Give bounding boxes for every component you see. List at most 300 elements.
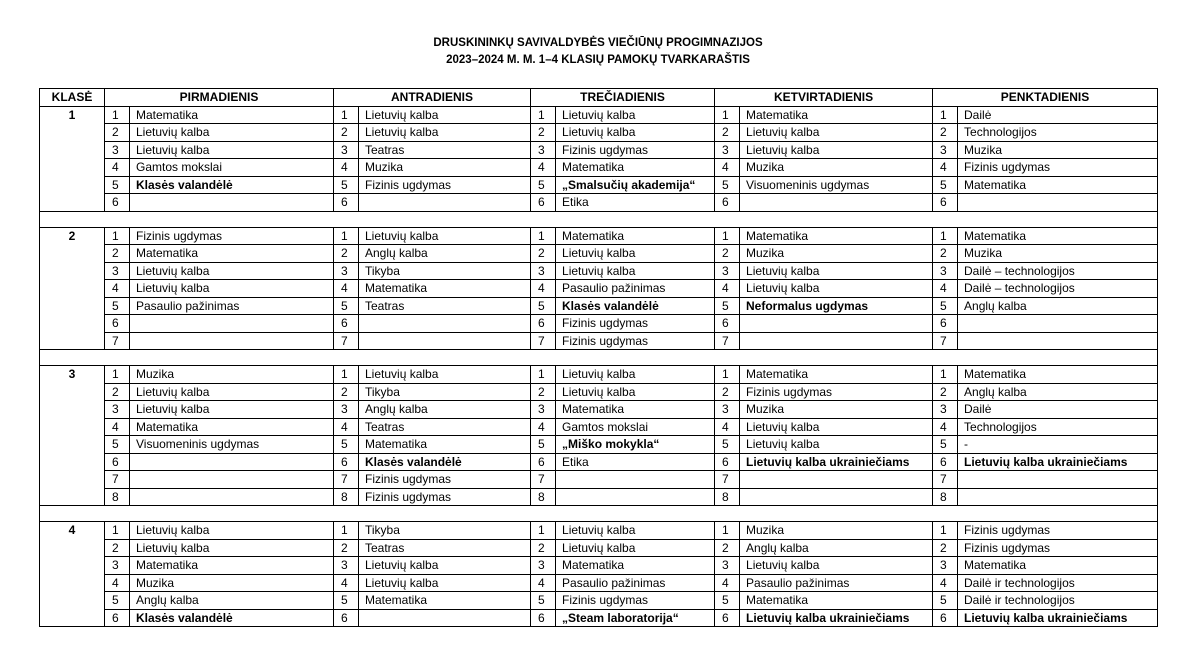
table-row xyxy=(40,383,1158,401)
lesson-number: 5 xyxy=(105,176,130,194)
lesson-number: 4 xyxy=(334,574,359,592)
lesson-subject: Klasės valandėlė xyxy=(556,297,715,315)
lesson-number: 1 xyxy=(715,366,740,384)
lesson-number: 5 xyxy=(933,436,958,454)
lesson-number: 6 xyxy=(334,609,359,627)
lesson-subject: Pasaulio pažinimas xyxy=(130,297,334,315)
separator-cell xyxy=(40,350,1158,366)
lesson-subject xyxy=(359,332,531,350)
lesson-subject: Lietuvių kalba xyxy=(359,227,531,245)
table-row xyxy=(40,522,1158,540)
lesson-number: 2 xyxy=(105,124,130,142)
table-row xyxy=(40,366,1158,384)
lesson-number: 7 xyxy=(334,471,359,489)
table-row xyxy=(40,315,1158,333)
lesson-number: 2 xyxy=(531,539,556,557)
lesson-number: 3 xyxy=(715,401,740,419)
lesson-number: 2 xyxy=(933,539,958,557)
lesson-subject xyxy=(958,488,1158,506)
lesson-subject: Matematika xyxy=(130,106,334,124)
table-row xyxy=(40,245,1158,263)
lesson-subject: Lietuvių kalba xyxy=(740,124,933,142)
lesson-number: 7 xyxy=(531,471,556,489)
lesson-number: 3 xyxy=(105,557,130,575)
lesson-number: 5 xyxy=(105,592,130,610)
lesson-subject: Dailė ir technologijos xyxy=(958,574,1158,592)
lesson-subject: Lietuvių kalba ukrainiečiams xyxy=(958,453,1158,471)
lesson-number: 6 xyxy=(715,453,740,471)
lesson-subject: Lietuvių kalba xyxy=(740,557,933,575)
lesson-subject: Matematika xyxy=(740,106,933,124)
lesson-number: 6 xyxy=(334,194,359,212)
lesson-subject: Fizinis ugdymas xyxy=(958,539,1158,557)
lesson-number: 8 xyxy=(715,488,740,506)
table-row xyxy=(40,297,1158,315)
lesson-subject xyxy=(740,194,933,212)
lesson-number: 3 xyxy=(105,262,130,280)
lesson-subject: Muzika xyxy=(740,401,933,419)
lesson-subject: Fizinis ugdymas xyxy=(556,332,715,350)
lesson-subject: Fizinis ugdymas xyxy=(359,488,531,506)
lesson-number: 5 xyxy=(715,176,740,194)
column-header-class: KLASĖ xyxy=(40,89,105,107)
header-row xyxy=(40,89,1158,107)
lesson-number: 6 xyxy=(105,453,130,471)
lesson-subject: Tikyba xyxy=(359,383,531,401)
lesson-subject: Lietuvių kalba xyxy=(130,141,334,159)
lesson-subject xyxy=(740,315,933,333)
lesson-subject: Lietuvių kalba ukrainiečiams xyxy=(958,609,1158,627)
lesson-subject: Matematika xyxy=(130,557,334,575)
lesson-number: 1 xyxy=(531,522,556,540)
lesson-subject: Dailė – technologijos xyxy=(958,280,1158,298)
table-row xyxy=(40,418,1158,436)
lesson-number: 6 xyxy=(933,453,958,471)
lesson-number: 2 xyxy=(105,245,130,263)
separator-cell xyxy=(40,506,1158,522)
lesson-subject: Lietuvių kalba xyxy=(130,280,334,298)
lesson-subject: Matematika xyxy=(359,280,531,298)
lesson-number: 7 xyxy=(715,332,740,350)
lesson-subject xyxy=(556,471,715,489)
lesson-subject: Muzika xyxy=(740,159,933,177)
lesson-subject: Etika xyxy=(556,453,715,471)
lesson-subject: Matematika xyxy=(556,227,715,245)
lesson-subject: Matematika xyxy=(130,245,334,263)
table-row xyxy=(40,574,1158,592)
lesson-number: 3 xyxy=(715,262,740,280)
separator-row xyxy=(40,350,1158,366)
lesson-number: 5 xyxy=(531,592,556,610)
lesson-subject xyxy=(958,332,1158,350)
lesson-number: 2 xyxy=(715,539,740,557)
lesson-subject: Technologijos xyxy=(958,124,1158,142)
lesson-subject: Dailė xyxy=(958,401,1158,419)
lesson-subject: Muzika xyxy=(130,574,334,592)
table-row xyxy=(40,106,1158,124)
lesson-number: 7 xyxy=(105,332,130,350)
lesson-number: 6 xyxy=(105,194,130,212)
lesson-number: 4 xyxy=(933,159,958,177)
lesson-subject xyxy=(740,332,933,350)
lesson-number: 2 xyxy=(531,383,556,401)
table-row xyxy=(40,332,1158,350)
lesson-subject xyxy=(130,453,334,471)
table-row xyxy=(40,557,1158,575)
lesson-number: 2 xyxy=(531,245,556,263)
lesson-number: 4 xyxy=(715,159,740,177)
lesson-number: 3 xyxy=(933,141,958,159)
lesson-number: 3 xyxy=(531,401,556,419)
lesson-number: 7 xyxy=(933,471,958,489)
lesson-subject: Fizinis ugdymas xyxy=(359,471,531,489)
lesson-subject: Muzika xyxy=(130,366,334,384)
lesson-subject xyxy=(958,315,1158,333)
lesson-subject: Tikyba xyxy=(359,262,531,280)
table-row xyxy=(40,609,1158,627)
lesson-subject: „Smalsučių akademija“ xyxy=(556,176,715,194)
lesson-subject: Lietuvių kalba xyxy=(359,106,531,124)
class-number: 1 xyxy=(40,106,105,211)
lesson-number: 4 xyxy=(715,280,740,298)
lesson-number: 8 xyxy=(933,488,958,506)
lesson-number: 4 xyxy=(933,418,958,436)
lesson-number: 6 xyxy=(531,315,556,333)
table-row xyxy=(40,539,1158,557)
lesson-number: 5 xyxy=(334,297,359,315)
lesson-subject: Lietuvių kalba xyxy=(740,262,933,280)
lesson-subject: Lietuvių kalba xyxy=(740,280,933,298)
lesson-number: 4 xyxy=(531,574,556,592)
separator-cell xyxy=(40,211,1158,227)
lesson-subject: Dailė xyxy=(958,106,1158,124)
lesson-subject: Lietuvių kalba xyxy=(740,141,933,159)
lesson-number: 3 xyxy=(531,262,556,280)
lesson-number: 6 xyxy=(933,609,958,627)
lesson-subject: Fizinis ugdymas xyxy=(556,315,715,333)
column-header-monday: PIRMADIENIS xyxy=(105,89,334,107)
table-row xyxy=(40,401,1158,419)
table-row xyxy=(40,194,1158,212)
lesson-subject: Pasaulio pažinimas xyxy=(556,280,715,298)
lesson-subject: Tikyba xyxy=(359,522,531,540)
lesson-subject xyxy=(359,609,531,627)
lesson-number: 4 xyxy=(105,574,130,592)
lesson-subject: Pasaulio pažinimas xyxy=(740,574,933,592)
lesson-subject: Anglų kalba xyxy=(130,592,334,610)
lesson-number: 2 xyxy=(715,124,740,142)
lesson-subject: Visuomeninis ugdymas xyxy=(740,176,933,194)
lesson-number: 1 xyxy=(531,106,556,124)
table-row xyxy=(40,436,1158,454)
column-header-tuesday: ANTRADIENIS xyxy=(334,89,531,107)
lesson-subject: Dailė – technologijos xyxy=(958,262,1158,280)
lesson-number: 1 xyxy=(334,106,359,124)
lesson-number: 3 xyxy=(334,401,359,419)
lesson-number: 5 xyxy=(933,592,958,610)
lesson-subject: Fizinis ugdymas xyxy=(958,159,1158,177)
lesson-subject xyxy=(359,315,531,333)
table-row xyxy=(40,262,1158,280)
lesson-subject: Anglų kalba xyxy=(359,245,531,263)
table-row xyxy=(40,141,1158,159)
lesson-number: 2 xyxy=(933,383,958,401)
lesson-number: 6 xyxy=(531,194,556,212)
lesson-subject: Lietuvių kalba xyxy=(130,522,334,540)
lesson-subject: Lietuvių kalba xyxy=(359,366,531,384)
lesson-subject: Klasės valandėlė xyxy=(130,176,334,194)
lesson-number: 4 xyxy=(334,280,359,298)
lesson-subject: - xyxy=(958,436,1158,454)
lesson-number: 5 xyxy=(105,436,130,454)
lesson-number: 1 xyxy=(334,522,359,540)
lesson-number: 1 xyxy=(933,366,958,384)
class-number: 2 xyxy=(40,227,105,350)
lesson-number: 4 xyxy=(531,159,556,177)
lesson-number: 5 xyxy=(334,436,359,454)
lesson-subject: „Steam laboratorija“ xyxy=(556,609,715,627)
lesson-number: 6 xyxy=(715,315,740,333)
lesson-subject: Matematika xyxy=(958,227,1158,245)
document-subtitle: 2023–2024 M. M. 1–4 KLASIŲ PAMOKŲ TVARKARAŠTIS xyxy=(446,54,750,66)
lesson-subject: Fizinis ugdymas xyxy=(556,592,715,610)
lesson-subject: Matematika xyxy=(556,159,715,177)
lesson-subject: Pasaulio pažinimas xyxy=(556,574,715,592)
lesson-subject: Lietuvių kalba xyxy=(556,106,715,124)
lesson-subject: Lietuvių kalba xyxy=(556,245,715,263)
lesson-number: 4 xyxy=(933,280,958,298)
lesson-subject: Lietuvių kalba xyxy=(130,262,334,280)
lesson-subject: Matematika xyxy=(556,401,715,419)
column-header-friday: PENKTADIENIS xyxy=(933,89,1158,107)
lesson-subject: Teatras xyxy=(359,141,531,159)
lesson-subject: Lietuvių kalba ukrainiečiams xyxy=(740,453,933,471)
lesson-number: 8 xyxy=(334,488,359,506)
lesson-subject: Muzika xyxy=(740,245,933,263)
lesson-number: 4 xyxy=(933,574,958,592)
lesson-number: 6 xyxy=(531,609,556,627)
lesson-subject: Lietuvių kalba xyxy=(556,383,715,401)
lesson-number: 7 xyxy=(715,471,740,489)
table-row xyxy=(40,592,1158,610)
lesson-subject: Lietuvių kalba xyxy=(556,366,715,384)
lesson-subject: Etika xyxy=(556,194,715,212)
lesson-number: 3 xyxy=(531,557,556,575)
lesson-subject: Lietuvių kalba xyxy=(556,262,715,280)
lesson-number: 6 xyxy=(933,315,958,333)
lesson-number: 5 xyxy=(531,436,556,454)
lesson-number: 3 xyxy=(715,557,740,575)
lesson-subject: Dailė ir technologijos xyxy=(958,592,1158,610)
lesson-number: 1 xyxy=(933,522,958,540)
lesson-number: 2 xyxy=(933,124,958,142)
lesson-number: 3 xyxy=(105,401,130,419)
lesson-number: 7 xyxy=(531,332,556,350)
lesson-subject: Teatras xyxy=(359,418,531,436)
lesson-number: 4 xyxy=(531,418,556,436)
lesson-subject: Muzika xyxy=(359,159,531,177)
lesson-subject: Fizinis ugdymas xyxy=(130,227,334,245)
lesson-number: 2 xyxy=(715,245,740,263)
lesson-subject: Matematika xyxy=(958,557,1158,575)
lesson-subject: Fizinis ugdymas xyxy=(958,522,1158,540)
schedule-body xyxy=(40,106,1158,627)
lesson-subject: Klasės valandėlė xyxy=(359,453,531,471)
lesson-subject: Anglų kalba xyxy=(359,401,531,419)
lesson-number: 5 xyxy=(933,297,958,315)
lesson-subject: Lietuvių kalba xyxy=(740,418,933,436)
column-header-thursday: KETVIRTADIENIS xyxy=(715,89,933,107)
table-row xyxy=(40,159,1158,177)
lesson-number: 4 xyxy=(715,574,740,592)
schedule-table xyxy=(39,88,1158,627)
lesson-number: 2 xyxy=(105,539,130,557)
lesson-number: 1 xyxy=(933,106,958,124)
lesson-number: 1 xyxy=(933,227,958,245)
lesson-number: 1 xyxy=(334,366,359,384)
lesson-number: 6 xyxy=(715,194,740,212)
lesson-number: 8 xyxy=(105,488,130,506)
lesson-subject xyxy=(958,194,1158,212)
lesson-subject: Lietuvių kalba xyxy=(130,401,334,419)
class-number: 3 xyxy=(40,366,105,506)
lesson-number: 5 xyxy=(933,176,958,194)
lesson-subject: Fizinis ugdymas xyxy=(556,141,715,159)
lesson-subject: Matematika xyxy=(740,366,933,384)
lesson-subject: Lietuvių kalba xyxy=(130,124,334,142)
lesson-subject xyxy=(556,488,715,506)
separator-row xyxy=(40,506,1158,522)
lesson-number: 2 xyxy=(105,383,130,401)
lesson-subject: Muzika xyxy=(958,245,1158,263)
lesson-number: 7 xyxy=(334,332,359,350)
lesson-number: 2 xyxy=(334,124,359,142)
lesson-subject xyxy=(130,315,334,333)
lesson-subject xyxy=(740,471,933,489)
lesson-number: 6 xyxy=(531,453,556,471)
lesson-number: 4 xyxy=(531,280,556,298)
lesson-number: 3 xyxy=(334,141,359,159)
lesson-number: 6 xyxy=(334,453,359,471)
lesson-subject: Visuomeninis ugdymas xyxy=(130,436,334,454)
lesson-number: 1 xyxy=(715,106,740,124)
lesson-subject: Klasės valandėlė xyxy=(130,609,334,627)
lesson-subject: Fizinis ugdymas xyxy=(740,383,933,401)
lesson-number: 6 xyxy=(105,609,130,627)
lesson-number: 1 xyxy=(105,227,130,245)
lesson-number: 3 xyxy=(531,141,556,159)
table-row xyxy=(40,124,1158,142)
table-row xyxy=(40,280,1158,298)
lesson-number: 2 xyxy=(715,383,740,401)
lesson-subject: Lietuvių kalba xyxy=(740,436,933,454)
lesson-number: 6 xyxy=(334,315,359,333)
lesson-subject: Gamtos mokslai xyxy=(556,418,715,436)
lesson-subject: Lietuvių kalba xyxy=(359,574,531,592)
lesson-subject: Matematika xyxy=(740,227,933,245)
lesson-number: 1 xyxy=(531,366,556,384)
lesson-subject: Lietuvių kalba xyxy=(556,124,715,142)
lesson-number: 4 xyxy=(334,418,359,436)
lesson-number: 3 xyxy=(105,141,130,159)
lesson-subject: Anglų kalba xyxy=(958,297,1158,315)
lesson-subject: Muzika xyxy=(740,522,933,540)
lesson-number: 1 xyxy=(105,106,130,124)
lesson-subject: Teatras xyxy=(359,539,531,557)
lesson-number: 7 xyxy=(933,332,958,350)
lesson-number: 5 xyxy=(715,592,740,610)
lesson-number: 7 xyxy=(105,471,130,489)
lesson-number: 4 xyxy=(715,418,740,436)
lesson-subject xyxy=(359,194,531,212)
table-row xyxy=(40,227,1158,245)
lesson-subject: Lietuvių kalba xyxy=(556,522,715,540)
lesson-subject: Anglų kalba xyxy=(958,383,1158,401)
lesson-number: 5 xyxy=(531,297,556,315)
lesson-subject: Matematika xyxy=(359,436,531,454)
lesson-subject: „Miško mokykla“ xyxy=(556,436,715,454)
lesson-number: 6 xyxy=(105,315,130,333)
lesson-number: 6 xyxy=(715,609,740,627)
lesson-number: 3 xyxy=(933,401,958,419)
lesson-number: 5 xyxy=(334,592,359,610)
lesson-subject xyxy=(130,488,334,506)
column-header-wednesday: TREČIADIENIS xyxy=(531,89,715,107)
lesson-number: 2 xyxy=(334,383,359,401)
separator-row xyxy=(40,211,1158,227)
lesson-subject: Lietuvių kalba xyxy=(359,124,531,142)
lesson-number: 3 xyxy=(334,262,359,280)
lesson-number: 4 xyxy=(105,418,130,436)
lesson-number: 4 xyxy=(105,159,130,177)
lesson-number: 2 xyxy=(531,124,556,142)
lesson-number: 1 xyxy=(105,522,130,540)
lesson-subject: Technologijos xyxy=(958,418,1158,436)
lesson-number: 5 xyxy=(105,297,130,315)
lesson-number: 1 xyxy=(334,227,359,245)
table-row xyxy=(40,471,1158,489)
lesson-number: 5 xyxy=(334,176,359,194)
lesson-subject: Neformalus ugdymas xyxy=(740,297,933,315)
lesson-subject: Teatras xyxy=(359,297,531,315)
class-number: 4 xyxy=(40,522,105,627)
table-row xyxy=(40,176,1158,194)
lesson-subject xyxy=(130,332,334,350)
table-row xyxy=(40,488,1158,506)
lesson-subject: Fizinis ugdymas xyxy=(359,176,531,194)
lesson-number: 1 xyxy=(715,227,740,245)
lesson-number: 3 xyxy=(715,141,740,159)
lesson-subject: Matematika xyxy=(958,366,1158,384)
lesson-number: 4 xyxy=(334,159,359,177)
lesson-subject xyxy=(130,194,334,212)
lesson-subject: Gamtos mokslai xyxy=(130,159,334,177)
lesson-number: 2 xyxy=(933,245,958,263)
lesson-number: 2 xyxy=(334,539,359,557)
lesson-number: 5 xyxy=(715,297,740,315)
lesson-subject: Matematika xyxy=(740,592,933,610)
lesson-subject: Anglų kalba xyxy=(740,539,933,557)
lesson-subject xyxy=(740,488,933,506)
lesson-number: 6 xyxy=(933,194,958,212)
lesson-subject xyxy=(130,471,334,489)
lesson-subject: Lietuvių kalba ukrainiečiams xyxy=(740,609,933,627)
lesson-number: 2 xyxy=(334,245,359,263)
lesson-number: 3 xyxy=(933,262,958,280)
lesson-number: 3 xyxy=(933,557,958,575)
lesson-subject: Lietuvių kalba xyxy=(359,557,531,575)
lesson-subject: Lietuvių kalba xyxy=(556,539,715,557)
